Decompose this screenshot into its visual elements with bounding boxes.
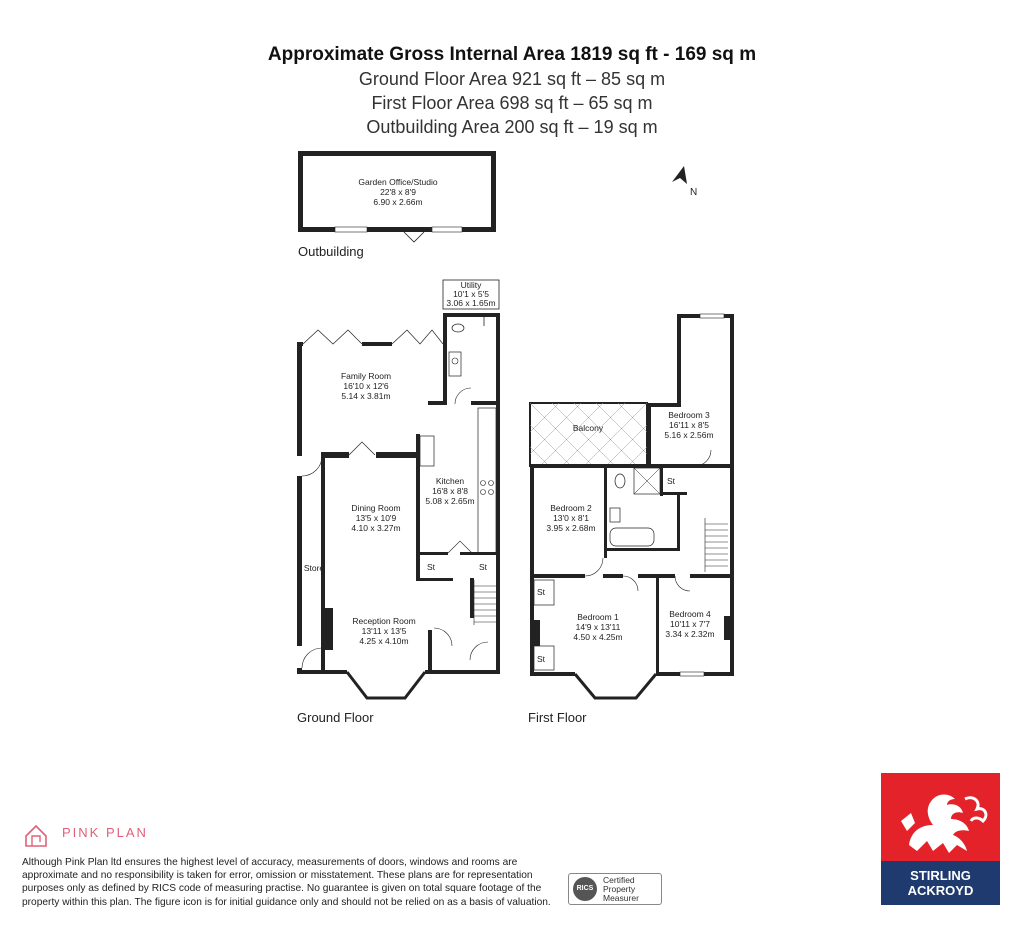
utility-name: Utility	[460, 280, 482, 290]
rics-badge-text: Certified Property Measurer	[603, 875, 639, 903]
stirling-ackroyd-logo	[881, 773, 1000, 905]
first-floor-plan	[528, 314, 734, 725]
bedroom1-metric: 4.50 x 4.25m	[573, 632, 623, 642]
reception-room-imperial: 13'11 x 13'5	[361, 626, 407, 636]
family-room-name: Family Room	[340, 371, 392, 381]
first-cupboard-b1a: St	[536, 587, 546, 597]
reception-room-metric: 4.25 x 4.10m	[359, 636, 409, 646]
bedroom4-imperial: 10'11 x 7'7	[670, 619, 710, 629]
garden-office-imperial: 22'8 x 8'9	[380, 187, 416, 197]
bedroom2-imperial: 13'0 x 8'1	[553, 513, 589, 523]
pink-plan-logo-icon	[26, 826, 46, 846]
rics-badge	[568, 873, 662, 905]
store-name: Store	[303, 563, 325, 573]
bedroom3-imperial: 16'11 x 8'5	[669, 420, 709, 430]
bedroom2-metric: 3.95 x 2.68m	[546, 523, 596, 533]
disclaimer-text: Although Pink Plan ltd ensures the highest level of accuracy, measurements of doors, windows and rooms are approximate and no responsibility is taken for error, omission or misstatement. These plans are for representation purposes only as defined by RICS code of measuring practise. No guarantee is given on total square footage of the property within this plan. The figure icon is for initial guidance only and should not be relied on as a basis of valuation.	[22, 857, 551, 908]
outbuilding-plan	[298, 151, 496, 259]
ground-floor-label: Ground Floor	[297, 710, 374, 725]
rics-mark: RICS	[573, 877, 597, 901]
outbuilding-area: Outbuilding Area 200 sq ft – 19 sq m	[366, 117, 658, 137]
first-cupboard-bath: St	[666, 476, 676, 486]
first-cupboard-b1b: St	[536, 654, 546, 664]
dining-room-metric: 4.10 x 3.27m	[351, 523, 401, 533]
garden-office-name: Garden Office/Studio	[358, 177, 438, 187]
pink-plan-brand: PINK PLAN	[62, 825, 148, 840]
agent-name-line1: STIRLING	[910, 868, 971, 883]
page-title: Approximate Gross Internal Area 1819 sq ft - 169 sq m	[267, 44, 757, 65]
balcony-name: Balcony	[572, 423, 604, 433]
bedroom1-imperial: 14'9 x 13'11	[575, 622, 621, 632]
family-room-metric: 5.14 x 3.81m	[341, 391, 391, 401]
bedroom3-name: Bedroom 3	[668, 410, 710, 420]
utility-metric: 3.06 x 1.65m	[446, 298, 496, 308]
bedroom2-name: Bedroom 2	[550, 503, 592, 513]
ground-cupboard-2: St	[478, 562, 488, 572]
bedroom4-metric: 3.34 x 2.32m	[665, 629, 715, 639]
kitchen-name: Kitchen	[435, 476, 465, 486]
ground-floor-plan	[297, 280, 500, 725]
ground-cupboard-1: St	[426, 562, 436, 572]
bedroom1-name: Bedroom 1	[577, 612, 619, 622]
bedroom4-name: Bedroom 4	[669, 609, 711, 619]
garden-office-metric: 6.90 x 2.66m	[373, 197, 423, 207]
compass-icon	[672, 166, 697, 198]
compass-label: N	[690, 187, 698, 198]
reception-room-name: Reception Room	[352, 616, 416, 626]
family-room-imperial: 16'10 x 12'6	[343, 381, 389, 391]
kitchen-metric: 5.08 x 2.65m	[425, 496, 475, 506]
bedroom3-metric: 5.16 x 2.56m	[664, 430, 714, 440]
outbuilding-label: Outbuilding	[298, 244, 364, 259]
first-floor-label: First Floor	[528, 710, 587, 725]
utility-imperial: 10'1 x 5'5	[453, 289, 489, 299]
kitchen-imperial: 16'8 x 8'8	[432, 486, 468, 496]
first-floor-area: First Floor Area 698 sq ft – 65 sq m	[371, 93, 653, 113]
griffin-icon	[881, 773, 1000, 861]
ground-floor-area: Ground Floor Area 921 sq ft – 85 sq m	[358, 69, 666, 89]
dining-room-imperial: 13'5 x 10'9	[355, 513, 397, 523]
agent-name-line2: ACKROYD	[907, 883, 974, 898]
dining-room-name: Dining Room	[351, 503, 401, 513]
